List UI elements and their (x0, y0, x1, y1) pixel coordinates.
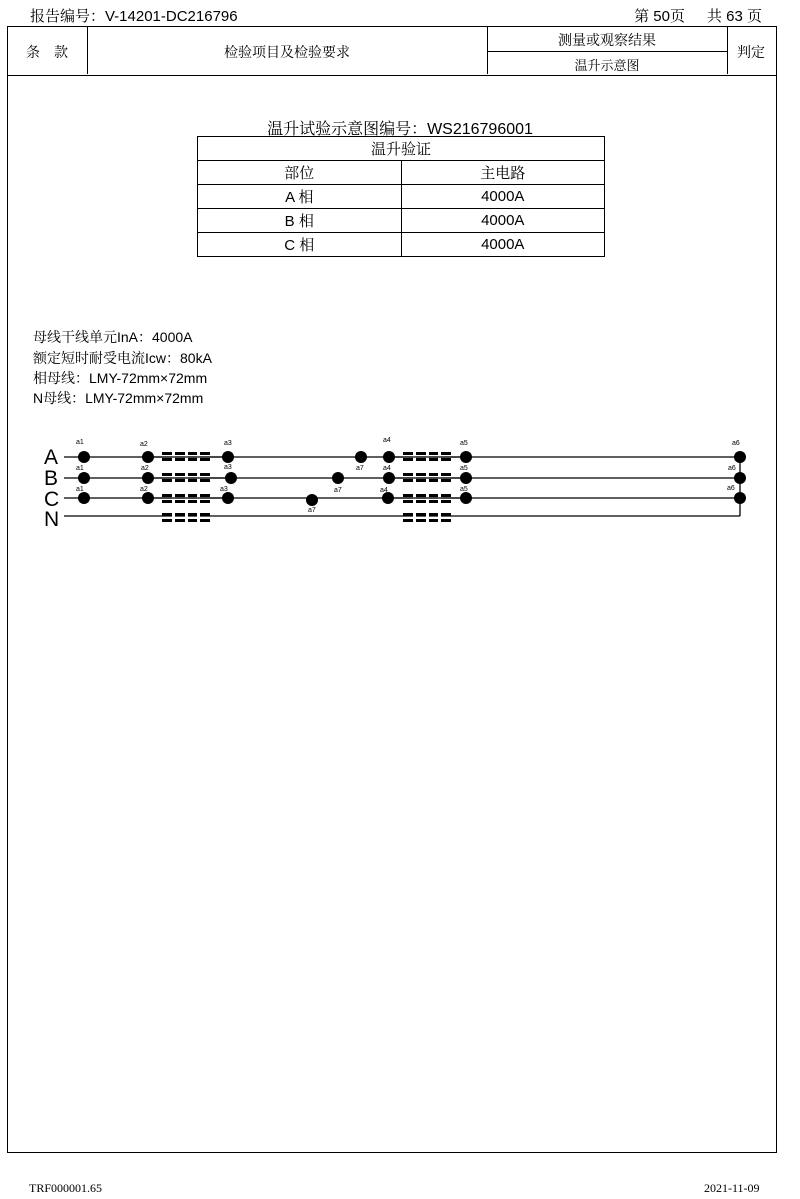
label-a5: a5 (460, 440, 468, 447)
joint-gap (197, 450, 200, 524)
spec-line: N母线：LMY-72mm×72mm (33, 390, 204, 406)
temperature-rise-table (197, 136, 605, 257)
point-a7 (355, 451, 367, 463)
point-a6 (734, 451, 746, 463)
point-a5 (460, 451, 472, 463)
spec-line: 额定短时耐受电流Icw：80kA (33, 350, 212, 366)
point-a3 (225, 472, 237, 484)
joint-gap (172, 450, 175, 524)
label-a3: a3 (224, 464, 232, 471)
phase-label-n: N (44, 508, 60, 531)
joint-gap (438, 450, 441, 524)
label-a4: a4 (383, 465, 391, 472)
phase-label-a: A (44, 446, 59, 469)
table-title: 温升试验示意图编号：WS216796001 (267, 121, 533, 138)
item-header: 检验项目及检验要求 (224, 44, 350, 60)
phase-label-c: C (44, 488, 60, 511)
label-a6: a6 (732, 440, 740, 447)
form-number: TRF000001.65 (29, 1181, 103, 1195)
row-value: 4000A (401, 209, 605, 233)
result-header: 测量或观察结果 (558, 32, 656, 48)
label-a3: a3 (224, 440, 232, 447)
phase-label-b: B (44, 467, 59, 490)
label-a7: a7 (356, 465, 364, 472)
table-row (198, 185, 605, 209)
label-a2: a2 (140, 486, 148, 493)
page-total: 共 63 页 (706, 8, 762, 25)
point-a6 (734, 492, 746, 504)
label-a3: a3 (220, 486, 228, 493)
joint-gap (426, 450, 429, 524)
row-part: C 相 (198, 233, 402, 257)
label-a2: a2 (140, 441, 148, 448)
report-number: 报告编号：V-14201-DC216796 (30, 8, 238, 25)
column-header-part: 部位 (198, 161, 402, 185)
point-a5 (460, 472, 472, 484)
spec-line: 母线干线单元InA：4000A (33, 329, 193, 345)
label-a7: a7 (334, 487, 342, 494)
row-value: 4000A (401, 233, 605, 257)
point-a7 (306, 494, 318, 506)
label-a1: a1 (76, 465, 84, 472)
result-subheader: 温升示意图 (574, 58, 640, 73)
table-row (198, 233, 605, 257)
page-info (634, 5, 762, 26)
point-a5 (460, 492, 472, 504)
point-a4 (383, 472, 395, 484)
form-date: 2021-11-09 (704, 1181, 760, 1195)
label-a2: a2 (141, 465, 149, 472)
table-caption-row (198, 137, 605, 161)
table-row (198, 209, 605, 233)
point-a2 (142, 451, 154, 463)
result-divider (487, 51, 727, 52)
point-a4 (383, 451, 395, 463)
column-header-circuit: 主电路 (401, 161, 605, 185)
point-a6 (734, 472, 746, 484)
point-a3 (222, 451, 234, 463)
point-a2 (142, 492, 154, 504)
row-value: 4000A (401, 185, 605, 209)
busbar-diagram (0, 420, 800, 540)
table-caption: 温升验证 (198, 137, 605, 161)
row-part: A 相 (198, 185, 402, 209)
joint-gaps (172, 450, 441, 524)
label-a4: a4 (380, 487, 388, 494)
label-a7: a7 (308, 507, 316, 514)
point-a7 (332, 472, 344, 484)
column-header (7, 26, 777, 76)
label-a6: a6 (727, 485, 735, 492)
spec-line: 相母线：LMY-72mm×72mm (33, 370, 208, 386)
label-a5: a5 (460, 486, 468, 493)
joint-gap (185, 450, 188, 524)
point-a1 (78, 472, 90, 484)
label-a1: a1 (76, 486, 84, 493)
table-header-row (198, 161, 605, 185)
joint-gap (413, 450, 416, 524)
label-a6: a6 (728, 465, 736, 472)
point-a2 (142, 472, 154, 484)
label-a1: a1 (76, 439, 84, 446)
label-a4: a4 (383, 437, 391, 444)
point-a3 (222, 492, 234, 504)
judge-header: 判定 (737, 44, 765, 60)
point-a1 (78, 451, 90, 463)
page-number: 第 50页 (634, 8, 685, 25)
label-a5: a5 (460, 465, 468, 472)
point-a1 (78, 492, 90, 504)
row-part: B 相 (198, 209, 402, 233)
clause-header: 条 款 (26, 44, 68, 60)
